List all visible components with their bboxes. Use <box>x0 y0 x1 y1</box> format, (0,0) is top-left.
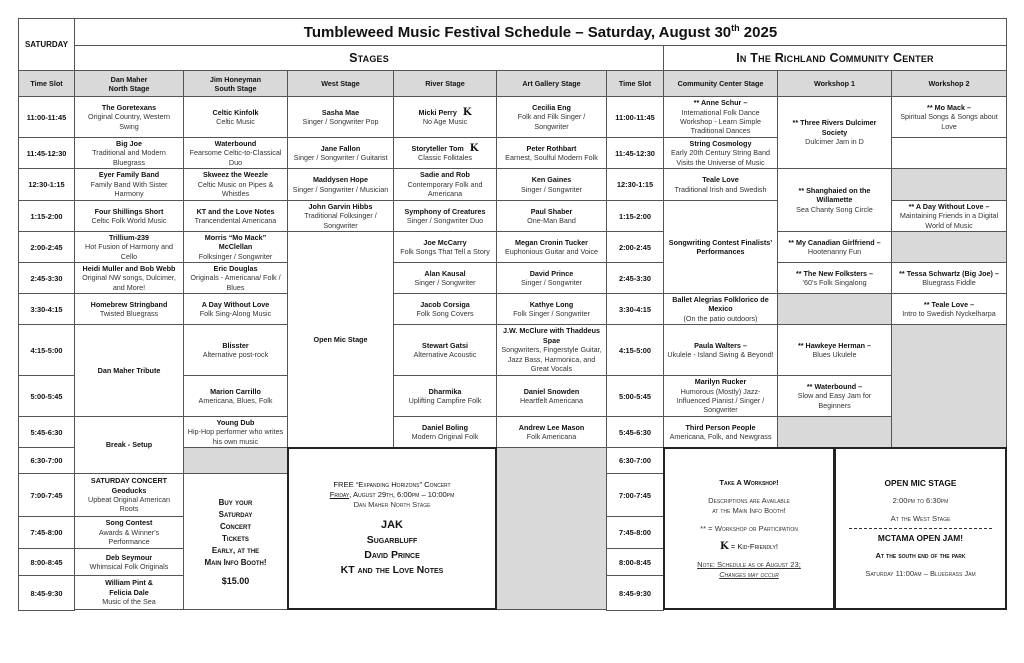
time-slot: 7:00-7:45 <box>18 473 75 517</box>
time-slot: 11:45-12:30 <box>18 137 75 169</box>
art-gallery-slot: Ken Gaines Singer / Songwriter <box>496 168 607 201</box>
empty-slot <box>777 416 892 448</box>
time-slot: 8:00-8:45 <box>606 548 664 576</box>
time-slot: 7:45-8:00 <box>606 516 664 549</box>
dan-maher-slot: Big Joe Traditional and Modern Bluegrass <box>74 137 184 169</box>
time-slot: 1:15-2:00 <box>18 200 75 232</box>
river-stage-slot: Daniel Boling Modern Original Folk <box>393 416 497 448</box>
jim-honeyman-slot: Celtic Kinfolk Celtic Music <box>183 96 288 138</box>
ticket-info: Buy your Saturday Concert Tickets Early, at the Main Info Booth! $15.00 <box>183 473 288 610</box>
empty-slot <box>496 447 607 610</box>
jim-honeyman-slot: Waterbound Fearsome Celtic-to-Classical Duo <box>183 137 288 169</box>
time-slot: 11:00-11:45 <box>606 96 664 138</box>
time-slot: 7:00-7:45 <box>606 473 664 517</box>
time-slot: 12:30-1:15 <box>606 168 664 201</box>
kid-friendly-icon: K <box>462 106 472 118</box>
art-gallery-slot: J.W. McClure with Thaddeus Spae Songwriters, Fingerstyle Guitar, Jazz Bass, Harmonica, and Great Vocals <box>496 324 607 376</box>
art-gallery-slot: Daniel Snowden Heartfelt Americana <box>496 375 607 417</box>
jim-honeyman-slot: Skweez the Weezle Celtic Music on Pipes & Whistles <box>183 168 288 201</box>
time-slot: 1:15-2:00 <box>606 200 664 232</box>
header-time-slot-2: Time Slot <box>606 70 664 97</box>
header-community-center: Community Center Stage <box>663 70 778 97</box>
river-stage-slot: Jacob Corsiga Folk Song Covers <box>393 293 497 325</box>
community-center-slot: Teale Love Traditional Irish and Swedish <box>663 168 778 201</box>
songwriting-contest: Songwriting Contest Finalists’ Performances <box>663 200 778 294</box>
open-mic-stage: Open Mic Stage <box>287 231 394 448</box>
jim-honeyman-slot: Marion Carrillo Americana, Blues, Folk <box>183 375 288 417</box>
divider <box>849 528 992 529</box>
time-slot: 4:15-5:00 <box>18 324 75 376</box>
river-stage-slot: Alan Kausal Singer / Songwriter <box>393 262 497 294</box>
art-gallery-slot: Andrew Lee Mason Folk Americana <box>496 416 607 448</box>
workshop-2-slot: ** Teale Love – Intro to Swedish Nyckelharpa <box>891 293 1007 325</box>
friday-act: Sugarbluff <box>366 533 418 546</box>
day-label: SATURDAY <box>24 40 69 49</box>
ticket-price: $15.00 <box>221 575 250 586</box>
jim-honeyman-slot: Young Dub Hip-Hop performer who writes his own music <box>183 416 288 448</box>
art-gallery-slot: Kathye Long Folk Singer / Songwriter <box>496 293 607 325</box>
river-stage-slot: Micki Perry K No Age Music <box>393 96 497 138</box>
jim-honeyman-slot: Blisster Alternative post-rock <box>183 324 288 376</box>
time-slot: 5:45-6:30 <box>606 416 664 448</box>
river-stage-slot: Storyteller Tom K Classic Folktales <box>393 137 497 169</box>
time-slot: 6:30-7:00 <box>606 447 664 474</box>
community-heading: In The Richland Community Center <box>736 51 934 65</box>
empty-slot <box>891 231 1007 263</box>
time-slot: 3:30-4:15 <box>18 293 75 325</box>
time-slot: 5:00-5:45 <box>606 375 664 417</box>
friday-act: David Prince <box>364 548 420 561</box>
west-stage-slot: Jane Fallon Singer / Songwriter / Guitarist <box>287 137 394 169</box>
header-workshop-1: Workshop 1 <box>777 70 892 97</box>
time-slot: 8:45-9:30 <box>18 575 75 611</box>
time-slot: 12:30-1:15 <box>18 168 75 201</box>
dan-maher-slot: Song Contest Awards & Winner's Performance <box>74 516 184 549</box>
time-slot: 4:15-5:00 <box>606 324 664 376</box>
jim-honeyman-slot: KT and the Love Notes Trancendental Americana <box>183 200 288 232</box>
friday-act: KT and the Love Notes <box>340 563 444 576</box>
empty-slot <box>891 137 1007 169</box>
dan-maher-slot: William Pint & Felicia Dale Music of the Sea <box>74 575 184 610</box>
art-gallery-slot: Peter Rothbart Earnest, Soulful Modern Folk <box>496 137 607 169</box>
workshop-1-slot: ** The New Folksters – ’60’s Folk Singalong <box>777 262 892 294</box>
jim-honeyman-slot: Eric Douglas Originals - Americana/ Folk / Blues <box>183 262 288 294</box>
community-center-slot: Paula Walters – Ukulele - Island Swing & Beyond! <box>663 324 778 376</box>
community-center-slot: Ballet Alegrias Folklorico de Mexico (On the patio outdoors) <box>663 293 778 325</box>
empty-slot <box>891 324 1007 448</box>
community-center-slot: String Cosmology Early 20th Century String Band Visits the Universe of Music <box>663 137 778 169</box>
time-slot: 5:00-5:45 <box>18 375 75 417</box>
time-slot: 2:45-3:30 <box>18 262 75 294</box>
river-stage-slot: Sadie and Rob Contemporary Folk and Americana <box>393 168 497 201</box>
time-slot: 5:45-6:30 <box>18 416 75 448</box>
stages-heading: Stages <box>349 51 389 65</box>
river-stage-slot: Dharmika Uplifting Campfire Folk <box>393 375 497 417</box>
empty-slot <box>183 447 288 474</box>
art-gallery-slot: Paul Shaber One-Man Band <box>496 200 607 232</box>
river-stage-slot: Symphony of Creatures Singer / Songwriter Duo <box>393 200 497 232</box>
time-slot: 2:45-3:30 <box>606 262 664 294</box>
saturday-concert-slot: SATURDAY CONCERT Geoducks Upbeat Original American Roots <box>74 473 184 517</box>
header-art-gallery-stage: Art Gallery Stage <box>496 70 607 97</box>
dan-maher-tribute: Dan Maher Tribute <box>74 324 184 417</box>
dan-maher-slot: Homebrew Stringband Twisted Bluegrass <box>74 293 184 325</box>
river-stage-slot: Stewart Gatsi Alternative Acoustic <box>393 324 497 376</box>
community-center-slot: Marilyn Rucker Humorous (Mostly) Jazz-Influenced Pianist / Singer / Songwriter <box>663 375 778 417</box>
community-center-slot: Third Person People Americana, Folk, and Newgrass <box>663 416 778 448</box>
community-section-header <box>663 45 1007 71</box>
art-gallery-slot: David Prince Singer / Songwriter <box>496 262 607 294</box>
day-label-cell <box>18 18 75 71</box>
workshop-1-slot: ** Hawkeye Herman – Blues Ukulele <box>777 324 892 376</box>
workshop-2-slot: ** A Day Without Love – Maintaining Friends in a Digital World of Music <box>891 200 1007 232</box>
workshop-1-slot: ** Three Rivers Dulcimer Society Dulcimer Jam in D <box>777 96 892 169</box>
workshop-1-slot: ** Shanghaied on the Willamette Sea Chanty Song Circle <box>777 168 892 232</box>
kid-friendly-icon: K <box>469 142 479 154</box>
header-workshop-2: Workshop 2 <box>891 70 1007 97</box>
header-jim-honeyman: Jim Honeyman South Stage <box>183 70 288 97</box>
dan-maher-slot: Trillium-239 Hot Fusion of Harmony and Cello <box>74 231 184 263</box>
time-slot: 2:00-2:45 <box>606 231 664 263</box>
time-slot: 8:45-9:30 <box>606 575 664 611</box>
west-stage-slot: Sasha Mae Singer / Songwriter Pop <box>287 96 394 138</box>
west-stage-slot: John Garvin Hibbs Traditional Folksinger / Songwriter <box>287 200 394 232</box>
art-gallery-slot: Megan Cronin Tucker Euphonious Guitar and Voice <box>496 231 607 263</box>
friday-act: JAK <box>380 518 403 531</box>
workshop-2-slot: ** Mo Mack – Spiritual Songs & Songs about Love <box>891 96 1007 138</box>
open-mic-info-box: OPEN MIC STAGE 2:00pm to 6:30pm At the West Stage MCTAMA OPEN JAM! At the south end of the park Saturday 11:00am – Bluegrass Jam <box>834 447 1007 610</box>
dan-maher-slot: Deb Seymour Whimsical Folk Originals <box>74 548 184 576</box>
workshop-1-slot: ** Waterbound – Slow and Easy Jam for Beginners <box>777 375 892 417</box>
river-stage-slot: Joe McCarry Folk Songs That Tell a Story <box>393 231 497 263</box>
art-gallery-slot: Cecilia Eng Folk and Filk Singer / Songwriter <box>496 96 607 138</box>
header-river-stage: River Stage <box>393 70 497 97</box>
header-west-stage: West Stage <box>287 70 394 97</box>
workshop-info-box: Take A Workshop! Descriptions are Available at the Main Info Booth! ** = Workshop or Participation K = Kid-Friendly! Note: Schedule as of August 23; Changes may occur <box>663 447 835 610</box>
header-dan-maher: Dan Maher North Stage <box>74 70 184 97</box>
page-title: Tumbleweed Music Festival Schedule – Saturday, August 30th 2025 <box>303 23 778 41</box>
jim-honeyman-slot: Morris “Mo Mack” McClellan Folksinger / Songwriter <box>183 231 288 263</box>
workshop-2-slot: ** Tessa Schwartz (Big Joe) – Bluegrass Fiddle <box>891 262 1007 294</box>
time-slot: 8:00-8:45 <box>18 548 75 576</box>
time-slot: 7:45-8:00 <box>18 516 75 549</box>
time-slot: 2:00-2:45 <box>18 231 75 263</box>
empty-slot <box>777 293 892 325</box>
stages-section-header <box>74 45 664 71</box>
dan-maher-slot: Heidi Muller and Bob Webb Original NW songs, Dulcimer, and More! <box>74 262 184 294</box>
time-slot: 11:00-11:45 <box>18 96 75 138</box>
community-center-slot: ** Anne Schur – International Folk Dance Workshop - Learn Simple Traditional Dances <box>663 96 778 138</box>
time-slot: 11:45-12:30 <box>606 137 664 169</box>
dan-maher-slot: Eyer Family Band Family Band With Sister Harmony <box>74 168 184 201</box>
kid-friendly-icon: K <box>719 540 729 552</box>
time-slot: 6:30-7:00 <box>18 447 75 474</box>
dan-maher-slot: The Goretexans Original Country, Western Swing <box>74 96 184 138</box>
break-setup: Break - Setup <box>74 416 184 474</box>
header-time-slot: Time Slot <box>18 70 75 97</box>
time-slot: 3:30-4:15 <box>606 293 664 325</box>
jim-honeyman-slot: A Day Without Love Folk Sing-Along Music <box>183 293 288 325</box>
friday-concert-box: FREE “Expanding Horizons” Concert Friday, August 29th, 6:00pm – 10:00pm Dan Maher North Stage JAK Sugarbluff David Prince KT and the Love Notes <box>287 447 497 610</box>
west-stage-slot: Maddysen Hope Singer / Songwriter / Musician <box>287 168 394 201</box>
title-cell <box>74 18 1007 46</box>
workshop-1-slot: ** My Canadian Girlfriend – Hootenanny Fun <box>777 231 892 263</box>
dan-maher-slot: Four Shillings Short Celtic Folk World Music <box>74 200 184 232</box>
legend-workshop: ** = Workshop or Participation <box>700 523 798 533</box>
empty-slot <box>891 168 1007 201</box>
